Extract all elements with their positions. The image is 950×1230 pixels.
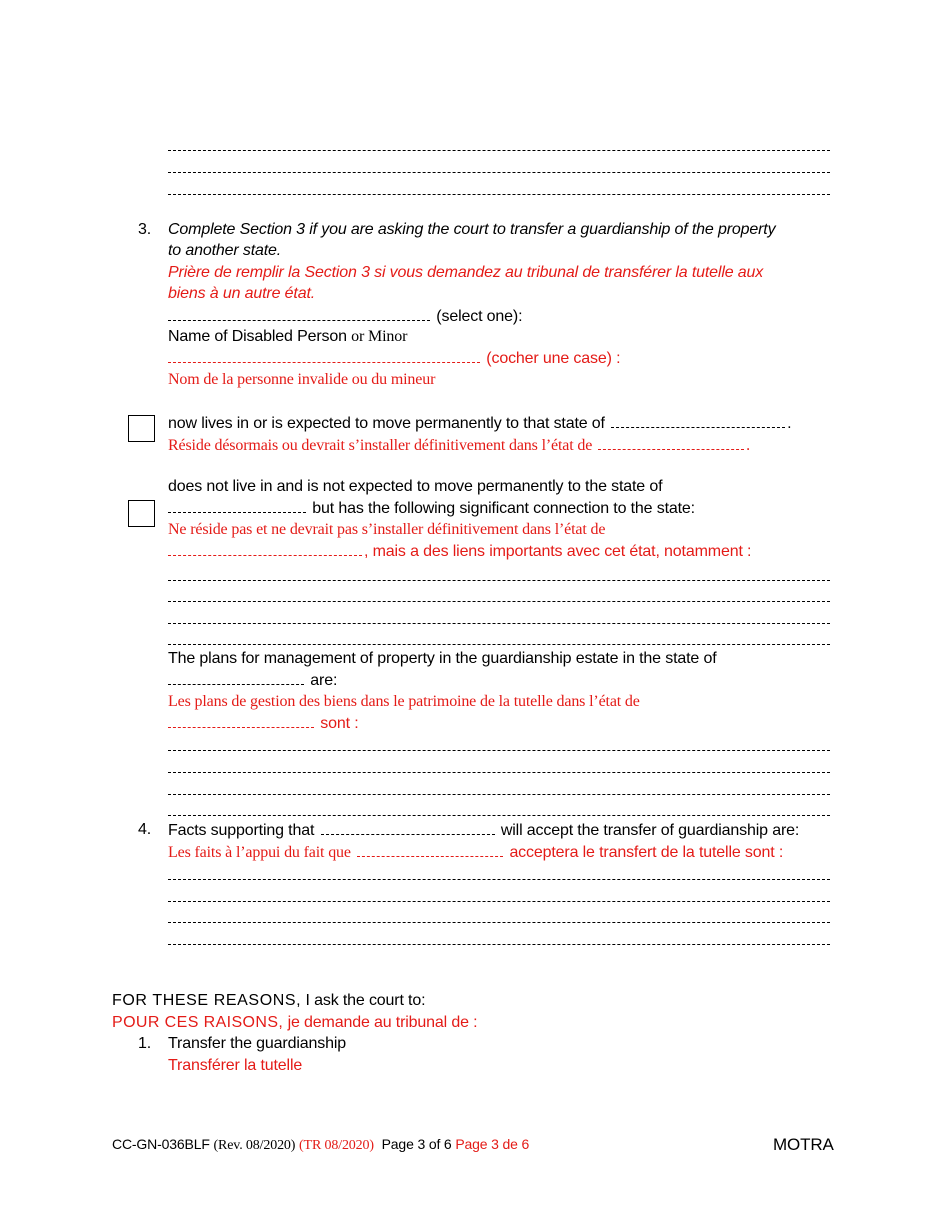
page-number-en: Page 3 of 6 — [381, 1136, 452, 1152]
footer-form-info — [112, 1134, 529, 1156]
section-3-number: 3. — [138, 221, 152, 238]
plans-en-cont: are: — [168, 670, 337, 691]
answer-line[interactable] — [168, 150, 830, 151]
option-1-state-field-fr[interactable] — [598, 435, 744, 450]
select-one-en: (select one): — [436, 308, 523, 325]
answer-line[interactable] — [168, 772, 830, 773]
form-translation-revision: (TR 08/2020) — [299, 1138, 374, 1153]
option-2-checkbox[interactable] — [128, 500, 155, 527]
option-1-checkbox[interactable] — [128, 415, 155, 442]
section-4-facts-fr: Les faits à l’appui du fait que acceptera le transfert de la tutelle sont : — [168, 844, 784, 861]
option-2-fr: Ne réside pas et ne devrait pas s’installer définitivement dans l’état de — [168, 521, 606, 538]
section-3-heading-fr: Prière de remplir la Section 3 si vous demandez au tribunal de transférer la tutelle aux — [168, 264, 764, 281]
select-one-fr: (cocher une case) : — [486, 350, 621, 367]
option-2-fr-cont: , mais a des liens importants avec cet état, notamment : — [168, 541, 751, 562]
disabled-person-name-field-en[interactable] — [168, 306, 522, 327]
plans-en: The plans for management of property in the guardianship estate in the state of — [168, 650, 717, 667]
answer-line[interactable] — [168, 750, 830, 751]
form-code: MOTRA — [773, 1135, 834, 1154]
plans-state-field-fr[interactable] — [168, 713, 314, 728]
answer-line[interactable] — [168, 879, 830, 880]
option-1-en: now lives in or is expected to move permanently to that state of . — [168, 415, 792, 432]
option-2-en: does not live in and is not expected to move permanently to the state of — [168, 478, 663, 495]
request-1-number: 1. — [138, 1035, 152, 1052]
section-4-number: 4. — [138, 821, 152, 838]
option-2-state-field-fr[interactable] — [168, 541, 362, 556]
answer-line[interactable] — [168, 623, 830, 624]
request-1-fr: Transférer la tutelle — [168, 1057, 303, 1074]
form-id: CC-GN-036BLF — [112, 1136, 210, 1152]
request-1-en: Transfer the guardianship — [168, 1035, 346, 1052]
answer-line[interactable] — [168, 580, 830, 581]
section-4-state-field[interactable] — [321, 820, 495, 835]
answer-line[interactable] — [168, 944, 830, 945]
plans-fr: Les plans de gestion des biens dans le patrimoine de la tutelle dans l’état de — [168, 693, 640, 710]
answer-line[interactable] — [168, 601, 830, 602]
answer-line[interactable] — [168, 794, 830, 795]
disabled-person-name-field-fr[interactable] — [168, 348, 620, 369]
plans-state-field[interactable] — [168, 670, 304, 685]
answer-line[interactable] — [168, 644, 830, 645]
option-1-state-field[interactable] — [611, 413, 785, 428]
section-3-heading-fr-cont: biens à un autre état. — [168, 285, 316, 302]
section-4-facts-en: Facts supporting that will accept the transfer of guardianship are: — [168, 822, 800, 839]
reasons-fr: POUR CES RAISONS, je demande au tribunal de : — [112, 1014, 478, 1031]
option-2-en-cont: but has the following significant connection to the state: — [168, 498, 695, 519]
name-label-en: Name of Disabled Person or Minor — [168, 328, 408, 345]
section-3-heading-en: Complete Section 3 if you are asking the court to transfer a guardianship of the property — [168, 221, 776, 238]
option-1-fr: Réside désormais ou devrait s’installer définitivement dans l’état de . — [168, 437, 750, 454]
section-3-heading-en-cont: to another state. — [168, 242, 282, 259]
answer-line[interactable] — [168, 815, 830, 816]
answer-line[interactable] — [168, 194, 830, 195]
option-2-state-field[interactable] — [168, 498, 306, 513]
name-label-fr: Nom de la personne invalide ou du mineur — [168, 371, 436, 388]
section-4-state-field-fr[interactable] — [357, 842, 503, 857]
answer-line[interactable] — [168, 901, 830, 902]
page-number-fr: Page 3 de 6 — [455, 1136, 530, 1152]
form-revision: (Rev. 08/2020) — [213, 1138, 296, 1153]
reasons-en: FOR THESE REASONS, I ask the court to: — [112, 992, 426, 1009]
answer-line[interactable] — [168, 922, 830, 923]
answer-line[interactable] — [168, 172, 830, 173]
plans-fr-cont: sont : — [168, 713, 359, 734]
